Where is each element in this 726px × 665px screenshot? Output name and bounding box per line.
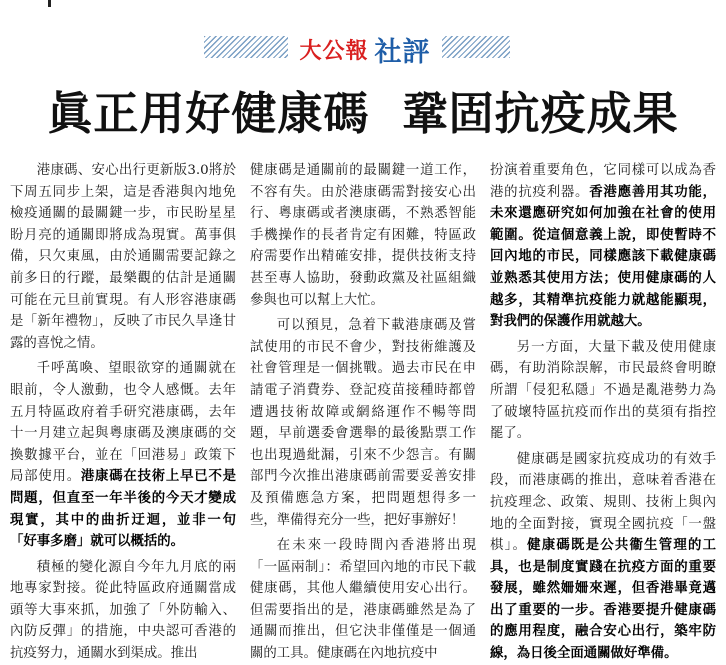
article-paragraph xyxy=(490,337,716,445)
emphasis-text: 香港應善用其功能，未來還應研究如何加強在社會的使用範圍。從這個意義上說，即使暫時不回內地的市民，同樣應該下載健康碼並熟悉其使用方法；使用健康碼的人越多，其精準抗疫能力就越能顯現，對我們的保護作用就越大。 xyxy=(490,184,717,330)
article-paragraph xyxy=(250,315,476,531)
body-text: 健康碼是通關前的最關鍵一道工作，不容有失。由於港康碼需對接安心出行、粵康碼或者澳康碼，不熟悉智能手機操作的長者肯定有困難，特區政府需要作出精確安排，提供技術支持甚至專人協助，發動政黨及社區組織參與也可以幫上大忙。 xyxy=(250,163,476,308)
emphasis-text: 港康碼在技術上早已不是問題，但直至一年半後的今天才變成現實，其中的曲折迂迴，並非一句「好事多磨」就可以概括的。 xyxy=(10,469,237,550)
article-paragraph xyxy=(250,535,476,665)
article-paragraph xyxy=(10,557,236,665)
body-text: 另一方面，大量下載及使用健康碼，有助消除誤解，市民最終會明瞭所謂「侵犯私隱」不過是亂港勢力為了破壞特區抗疫而作出的莫須有指控罷了。 xyxy=(490,339,716,442)
body-text: 港康碼、安心出行更新版3.0將於下周五同步上架，這是香港與內地免檢疫通關的最關鍵一步，市民盼星星盼月亮的通關即將成為現實。萬事俱備，只欠東風，由於通關需要記錄之前多日的行蹤，最樂觀的估計是通關可能在元旦前實現。有人形容港康碼是「新年禮物」，反映了市民久旱逢甘露的喜悅之情。 xyxy=(10,163,236,351)
body-text: 扮演着重要角色，它同樣可以成為香港的抗疫利器。 xyxy=(490,163,716,200)
article-column-1 xyxy=(10,160,237,662)
masthead xyxy=(0,0,726,80)
headline: 眞正用好健康碼 鞏固抗疫成果 xyxy=(47,87,679,140)
masthead-hatch-right xyxy=(440,36,510,58)
article-paragraph xyxy=(490,160,716,333)
body-text: 健康碼是國家抗疫成功的有效手段，而港康碼的推出，意味着香港在抗疫理念、政策、規則、技術上與內地的全面對接，實現全國抗疫「一盤棋」。 xyxy=(490,451,716,554)
body-text: 在未來一段時間內香港將出現「一區兩制」：希望回內地的市民下載健康碼，其他人繼續使用安心出行。但需要指出的是，港康碼雖然是為了通關而推出，但它決非僅僅是一個通關的工具。健康碼在內地抗疫中 xyxy=(250,538,476,662)
article-paragraph xyxy=(250,160,476,311)
article-paragraph xyxy=(10,160,236,354)
brand-name: 大公報 xyxy=(299,38,369,64)
emphasis-text: 健康碼既是公共衞生管理的工具，也是制度實踐在抗疫方面的重要發展，雖然姍姍來遲，但香港畢竟邁出了重要的一步。香港要提升健康碼的應用程度，融合安心出行，築牢防線，為日後全面通關做好準備。 xyxy=(490,538,716,662)
body-text: 千呼萬喚、望眼欲穿的通關就在眼前，令人激動，也令人感慨。去年五月特區政府着手研究港康碼，去年十一月建立起與粵康碼及澳康碼的交換數據平台，並在「回港易」政策下局部使用。 xyxy=(10,361,236,485)
article-paragraph xyxy=(10,358,236,552)
article-paragraph xyxy=(490,449,716,665)
article-column-2 xyxy=(250,160,476,662)
body-text: 積極的變化源自今年九月底的兩地專家對接。從此特區政府通關當成頭等大事來抓，加強了「外防輸入、內防反彈」的措施，中央認可香港的抗疫努力，通關水到渠成。推出 xyxy=(10,559,236,662)
column-label: 社評 xyxy=(374,36,431,68)
masthead-hatch-left xyxy=(204,36,294,58)
masthead-brand xyxy=(288,32,442,66)
body-text: 可以預見，急着下載港康碼及嘗試使用的市民不會少，對技術維護及社會管理是一個挑戰。過去市民在申請電子消費券、登記疫苗接種時都曾遭遇技術故障或網絡運作不暢等問題，早前選委會選舉的最後點票工作也出現過紕漏，引來不少怨言。有關部門今次推出港康碼前需要妥善安排及預備應急方案，把問題想得多一些，準備得充分一些，把好事辦好！ xyxy=(250,318,476,528)
article-column-3 xyxy=(490,160,717,662)
